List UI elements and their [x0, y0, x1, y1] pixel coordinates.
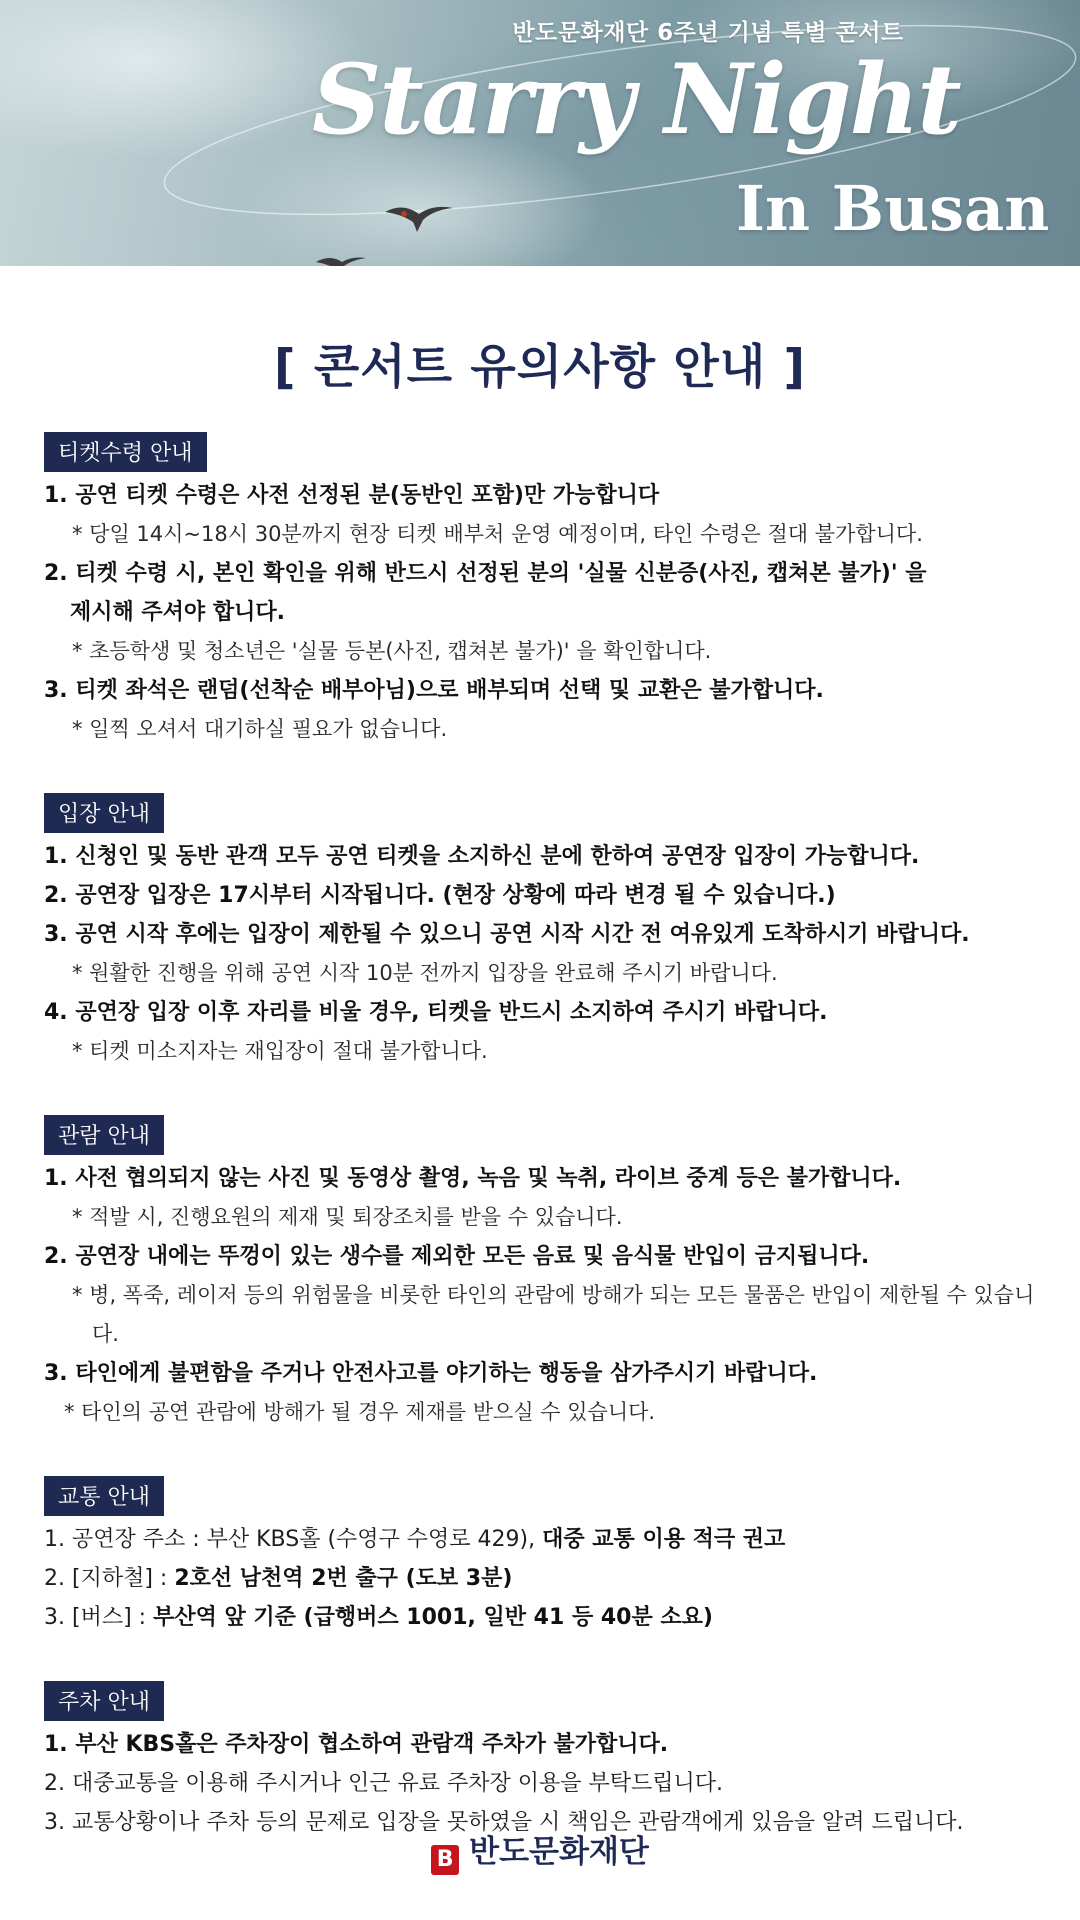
banner-subtitle: 반도문화재단 6주년 기념 특별 콘서트 — [512, 20, 904, 46]
notice-item: 1. 부산 KBS홀은 주차장이 협소하여 관람객 주차가 불가합니다. — [44, 1732, 669, 1757]
notice-note: * 타인의 공연 관람에 방해가 될 경우 제재를 받으실 수 있습니다. — [64, 1400, 656, 1424]
notice-content — [44, 432, 1044, 1886]
notice-item — [44, 1559, 1044, 1598]
notice-item: 3. 티켓 좌석은 랜덤(선착순 배부아님)으로 배부되며 선택 및 교환은 불가합니다. — [44, 678, 824, 703]
foundation-logo — [0, 1826, 1080, 1875]
logo-icon: B — [431, 1845, 459, 1875]
section-label: 주차 안내 — [44, 1681, 164, 1721]
notice-item — [44, 1520, 1044, 1559]
banner-title-location: In Busan — [736, 172, 1050, 245]
notice-item: 1. 공연 티켓 수령은 사전 선정된 분(동반인 포함)만 가능합니다 — [44, 483, 660, 508]
notice-title: [ 콘서트 유의사항 안내 ] — [273, 340, 807, 395]
notice-item: 3. 교통상황이나 주차 등의 문제로 입장을 못하였을 시 책임은 관람객에게 있음을 알려 드립니다. — [44, 1810, 964, 1835]
notice-item: 4. 공연장 입장 이후 자리를 비울 경우, 티켓을 반드시 소지하여 주시기 바랍니다. — [44, 1000, 828, 1025]
subway-label: 2. [지하철] : — [44, 1566, 175, 1591]
notice-item-continued: 제시해 주셔야 합니다. — [70, 600, 285, 625]
notice-note: * 병, 폭죽, 레이저 등의 위험물을 비롯한 타인의 관람에 방해가 되는 모든 물품은 반입이 제한될 수 있습니다. — [72, 1283, 1035, 1346]
address-text: 1. 공연장 주소 : 부산 KBS홀 (수영구 수영로 429), — [44, 1527, 543, 1552]
bus-label: 3. [버스] : — [44, 1605, 154, 1630]
section-label: 관람 안내 — [44, 1115, 164, 1155]
viewing-section — [44, 1115, 1044, 1432]
notice-note: * 일찍 오셔서 대기하실 필요가 없습니다. — [72, 717, 448, 741]
notice-note: * 원활한 진행을 위해 공연 시작 10분 전까지 입장을 완료해 주시기 바랍니다. — [72, 961, 778, 985]
banner-title: Starry Night — [312, 43, 960, 156]
notice-item: 2. 티켓 수령 시, 본인 확인을 위해 반드시 선정된 분의 '실물 신분증(사진, 캡쳐본 불가)' 을 — [44, 561, 927, 586]
address-emphasis: 대중 교통 이용 적극 권고 — [542, 1527, 786, 1552]
subway-info: 2호선 남천역 2번 출구 (도보 3분) — [174, 1566, 513, 1591]
notice-note: * 적발 시, 진행요원의 제재 및 퇴장조치를 받을 수 있습니다. — [72, 1205, 623, 1229]
section-label: 티켓수령 안내 — [44, 432, 207, 472]
notice-note: * 티켓 미소지자는 재입장이 절대 불가합니다. — [72, 1039, 488, 1063]
notice-note: * 초등학생 및 청소년은 '실물 등본(사진, 캡쳐본 불가)' 을 확인합니다. — [72, 639, 712, 663]
notice-note: * 당일 14시~18시 30분까지 현장 티켓 배부처 운영 예정이며, 타인 수령은 절대 불가합니다. — [72, 522, 923, 546]
entry-section — [44, 793, 1044, 1071]
notice-item: 2. 공연장 입장은 17시부터 시작됩니다. (현장 상황에 따라 변경 될 수 있습니다.) — [44, 883, 836, 908]
section-label: 입장 안내 — [44, 793, 164, 833]
notice-item: 2. 대중교통을 이용해 주시거나 인근 유료 주차장 이용을 부탁드립니다. — [44, 1771, 723, 1796]
bus-info: 부산역 앞 기준 (급행버스 1001, 일반 41 등 40분 소요) — [153, 1605, 713, 1630]
parking-section — [44, 1681, 1044, 1842]
notice-item: 2. 공연장 내에는 뚜껑이 있는 생수를 제외한 모든 음료 및 음식물 반입이 금지됩니다. — [44, 1244, 870, 1269]
notice-item: 3. 타인에게 불편함을 주거나 안전사고를 야기하는 행동을 삼가주시기 바랍니다. — [44, 1361, 818, 1386]
ticket-section — [44, 432, 1044, 749]
section-label: 교통 안내 — [44, 1476, 164, 1516]
notice-item: 1. 사전 협의되지 않는 사진 및 동영상 촬영, 녹음 및 녹취, 라이브 중계 등은 불가합니다. — [44, 1166, 902, 1191]
transport-section — [44, 1476, 1044, 1637]
notice-item: 3. 공연 시작 후에는 입장이 제한될 수 있으니 공연 시작 시간 전 여유있게 도착하시기 바랍니다. — [44, 922, 970, 947]
concert-banner — [0, 0, 1080, 266]
notice-item: 1. 신청인 및 동반 관객 모두 공연 티켓을 소지하신 분에 한하여 공연장 입장이 가능합니다. — [44, 844, 920, 869]
notice-item — [44, 1598, 1044, 1637]
bird-icon — [316, 207, 453, 266]
logo-text: 반도문화재단 — [469, 1834, 649, 1870]
